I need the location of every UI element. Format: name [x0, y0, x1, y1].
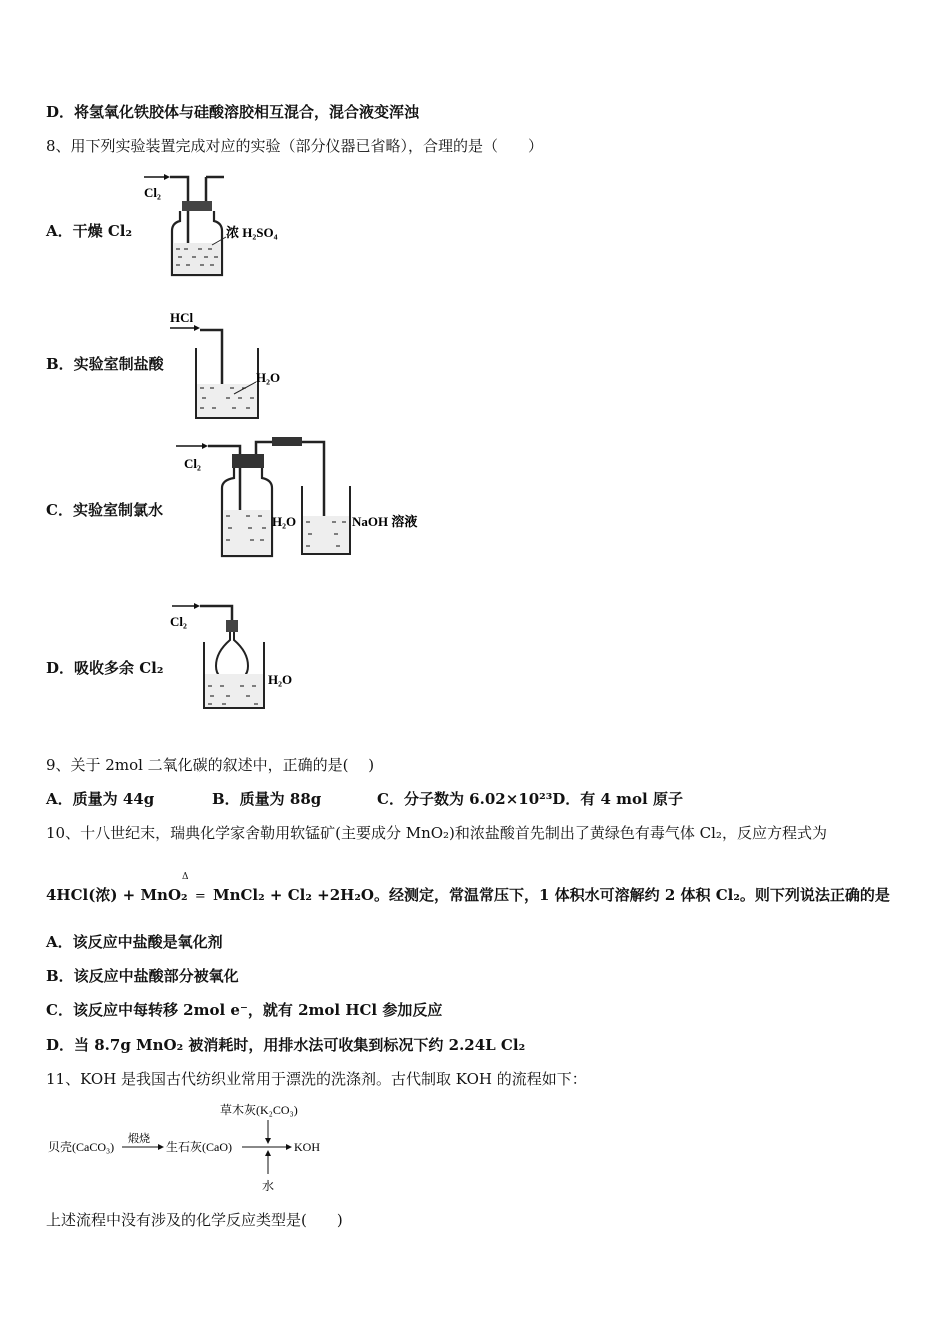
q9-option-a: A．质量为 44g: [46, 790, 155, 808]
beaker-hcl-diagram: [160, 308, 310, 426]
flow-step-label: 煅烧: [128, 1133, 150, 1145]
liquid-label-d: H₂O: [268, 672, 293, 687]
drying-bottle-diagram: [140, 165, 300, 280]
flow-top-label: 草木灰(K₂CO₃): [220, 1103, 298, 1117]
q8-option-d: D．吸收多余 Cl₂: [46, 659, 164, 677]
gas-label-b: HCl: [170, 310, 194, 325]
q11-stem: 11、KOH 是我国古代纺织业常用于漂洗的洗涤剂。古代制取 KOH 的流程如下：: [46, 1070, 587, 1088]
q10-option-d: D．当 8.7g MnO₂ 被消耗时，用排水法可收集到标况下约 2.24L Cl₂: [46, 1036, 526, 1054]
koh-flow-diagram: [46, 1096, 346, 1196]
q9-stem: 9、关于 2mol 二氧化碳的叙述中，正确的是( ): [46, 756, 375, 774]
q8-option-b: B．实验室制盐酸: [46, 355, 164, 373]
liquid2-label-c: NaOH 溶液: [352, 514, 418, 529]
q9-option-c: C．分子数为 6.02×10²³: [377, 790, 553, 808]
liquid-label-c: H₂O: [272, 514, 297, 529]
q8-stem: 8、用下列实验装置完成对应的实验（部分仪器已省略），合理的是（ ）: [46, 137, 544, 155]
q10-option-a: A．该反应中盐酸是氧化剂: [46, 933, 223, 951]
delta-symbol: Δ: [182, 872, 189, 882]
q10-option-c: C．该反应中每转移 2mol e⁻，就有 2mol HCl 参加反应: [46, 1001, 443, 1019]
funnel-absorb-diagram: [166, 596, 316, 726]
q8-option-a: A．干燥 Cl₂: [46, 222, 133, 240]
flow-end-label: KOH: [294, 1140, 320, 1154]
equation-right: MnCl₂ + Cl₂ +2H₂O。经测定，常温常压下，1 体积水可溶解约 2 体积 Cl₂。则下列说法正确的是: [212, 886, 890, 904]
q11-question: 上述流程中没有涉及的化学反应类型是( ): [46, 1211, 343, 1229]
q8-option-c: C．实验室制氯水: [46, 501, 163, 519]
q7-option-d: D．将氢氧化铁胶体与硅酸溶胶相互混合，混合液变浑浊: [46, 103, 420, 121]
q9-option-d: D．有 4 mol 原子: [552, 790, 683, 808]
chlorine-water-diagram: [172, 432, 442, 562]
q10-stem: 10、十八世纪末，瑞典化学家舍勒用软锰矿(主要成分 MnO₂)和浓盐酸首先制出了黄绿色有毒气体 Cl₂，反应方程式为: [46, 824, 827, 842]
liquid-label-b: H₂O: [256, 370, 281, 385]
flow-bottom-label: 水: [262, 1179, 275, 1193]
flow-mid-label: 生石灰(CaO): [166, 1140, 232, 1154]
liquid-label-a: 浓 H₂SO₄: [226, 225, 278, 240]
gas-label-c: Cl₂: [184, 456, 201, 471]
gas-label-a: Cl₂: [144, 185, 161, 200]
gas-label-d: Cl₂: [170, 614, 187, 629]
flow-start-label: 贝壳(CaCO₃): [48, 1140, 115, 1154]
q9-option-b: B．质量为 88g: [212, 790, 322, 808]
equation-sign: =: [194, 889, 206, 904]
q9-options: [46, 789, 683, 809]
equation-left: 4HCl(浓) + MnO₂: [46, 886, 188, 904]
q10-equation: [46, 885, 890, 907]
q10-option-b: B．该反应中盐酸部分被氧化: [46, 967, 239, 985]
